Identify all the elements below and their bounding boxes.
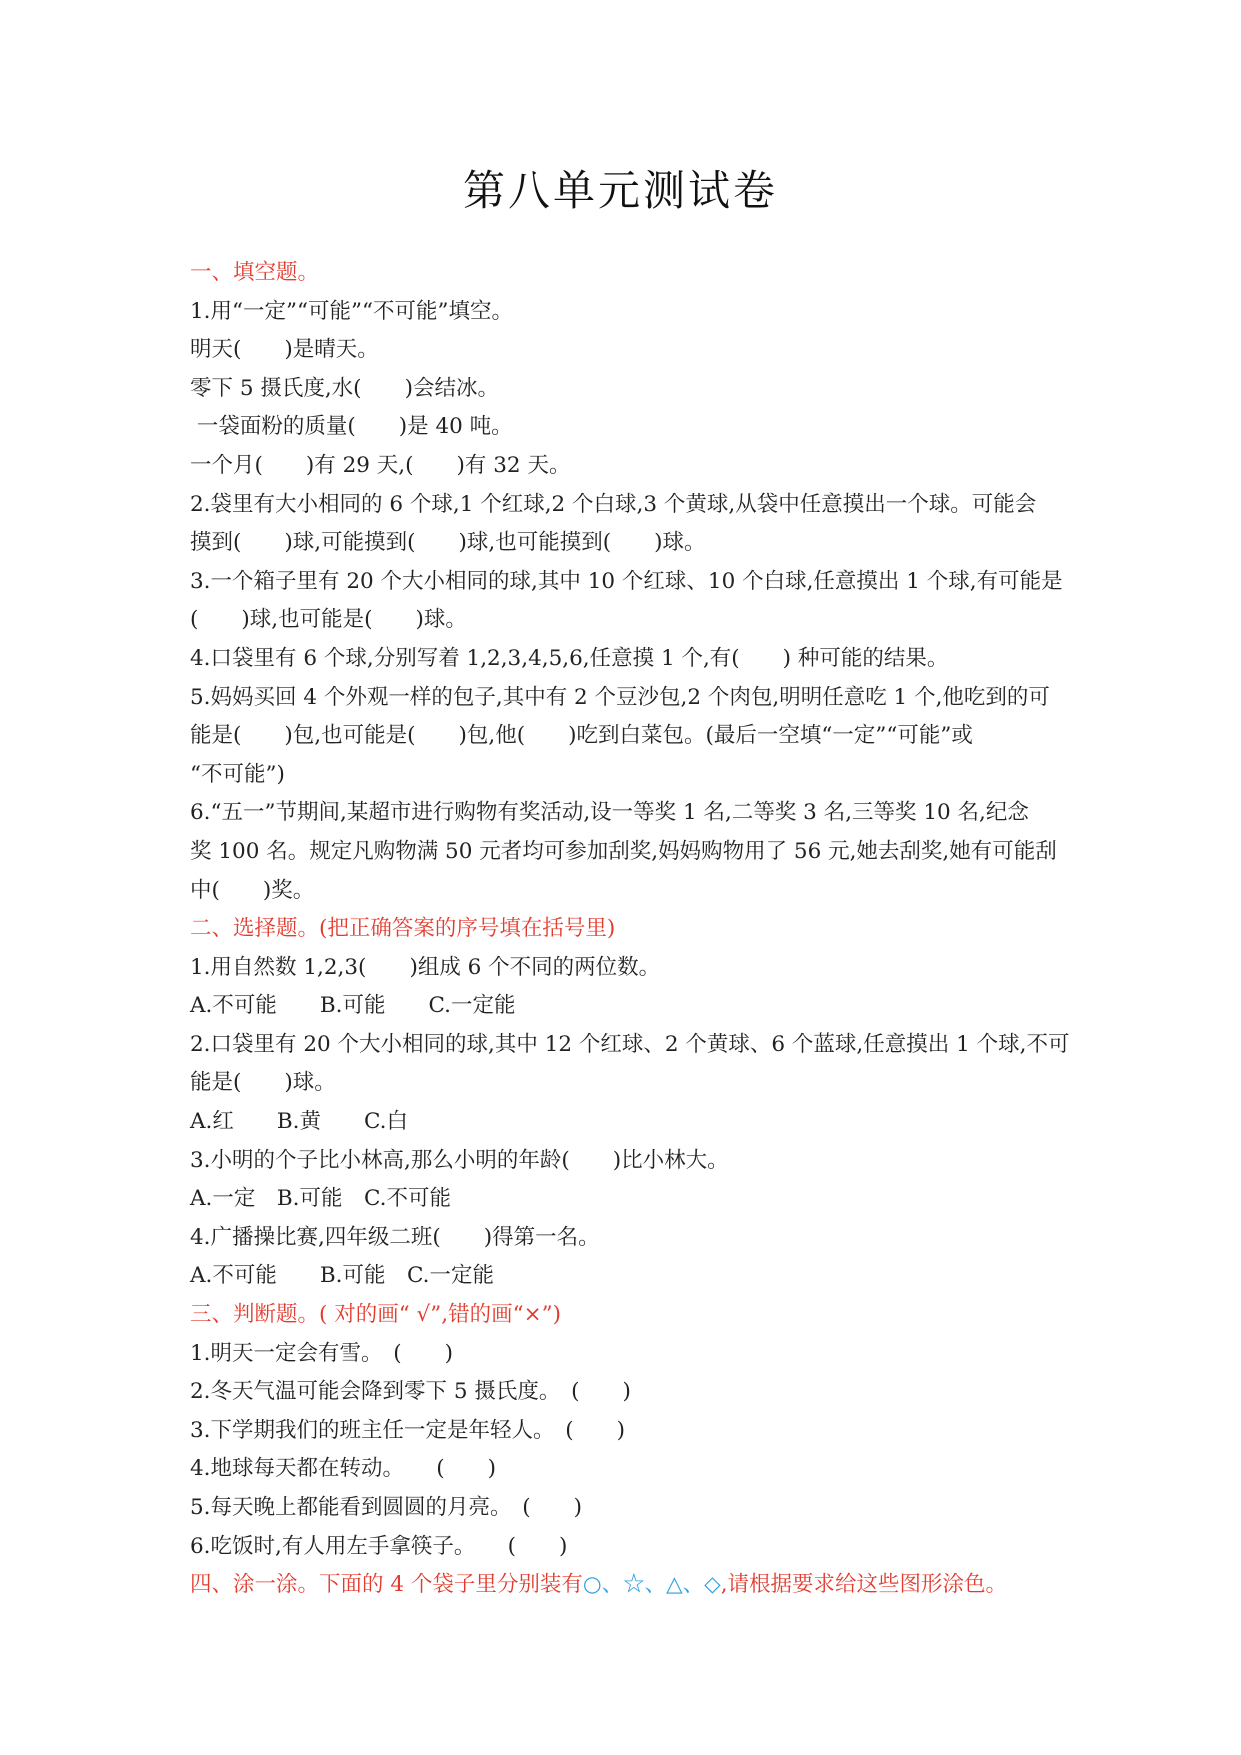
question-line: ( )球,也可能是( )球。	[190, 607, 467, 633]
question-line: 1.用“一定”“可能”“不可能”填空。	[190, 298, 513, 324]
question-line: 1.用自然数 1,2,3( )组成 6 个不同的两位数。	[190, 954, 661, 980]
question-line: “不可能”)	[190, 761, 285, 787]
question-line: A.一定 B.可能 C.不可能	[190, 1186, 452, 1212]
section-four-prefix: 四、涂一涂。下面的 4 个袋子里分别装有	[190, 1572, 583, 1598]
question-line: 3.小明的个子比小林高,那么小明的年龄( )比小林大。	[190, 1147, 729, 1173]
question-line: 明天( )是晴天。	[190, 337, 379, 363]
question-line: 中( )奖。	[190, 877, 315, 903]
question-line: 2.袋里有大小相同的 6 个球,1 个红球,2 个白球,3 个黄球,从袋中任意摸出一个球。可能会	[190, 491, 1037, 517]
question-line: 2.冬天气温可能会降到零下 5 摄氏度。 ( )	[190, 1379, 631, 1405]
section-four-suffix: ,请根据要求给这些图形涂色。	[720, 1572, 1008, 1598]
question-line: 4.地球每天都在转动。 ( )	[190, 1456, 497, 1482]
question-line: 奖 100 名。规定凡购物满 50 元者均可参加刮奖,妈妈购物用了 56 元,她去刮奖,她有可能刮	[190, 838, 1057, 864]
question-line: 4.口袋里有 6 个球,分别写着 1,2,3,4,5,6,任意摸 1 个,有( ) 种可能的结果。	[190, 645, 949, 671]
question-line: 3.一个箱子里有 20 个大小相同的球,其中 10 个红球、10 个白球,任意摸出 1 个球,有可能是	[190, 568, 1063, 594]
question-line: 零下 5 摄氏度,水( )会结冰。	[190, 375, 499, 401]
question-line: 2.口袋里有 20 个大小相同的球,其中 12 个红球、2 个黄球、6 个蓝球,任意摸出 1 个球,不可	[190, 1031, 1070, 1057]
question-line: 1.明天一定会有雪。 ( )	[190, 1340, 454, 1366]
question-line: 6.“五一”节期间,某超市进行购物有奖活动,设一等奖 1 名,二等奖 3 名,三等奖 10 名,纪念	[190, 800, 1029, 826]
question-line: 摸到( )球,可能摸到( )球,也可能摸到( )球。	[190, 530, 706, 556]
question-line: 一袋面粉的质量( )是 40 吨。	[190, 414, 513, 440]
question-line: 3.下学期我们的班主任一定是年轻人。 ( )	[190, 1417, 626, 1443]
question-line: A.红 B.黄 C.白	[190, 1109, 409, 1135]
question-line: 6.吃饭时,有人用左手拿筷子。 ( )	[190, 1533, 568, 1559]
question-line: A.不可能 B.可能 C.一定能	[190, 993, 516, 1019]
shape-symbols: ○、☆、△、◇	[582, 1572, 721, 1598]
worksheet-content	[190, 254, 1070, 1605]
question-line: 一个月( )有 29 天,( )有 32 天。	[190, 452, 571, 478]
section-heading-coloring	[190, 1566, 1070, 1605]
section-heading: 一、填空题。	[190, 260, 320, 285]
question-line: 4.广播操比赛,四年级二班( )得第一名。	[190, 1224, 600, 1250]
question-line: A.不可能 B.可能 C.一定能	[190, 1263, 495, 1289]
question-line: 5.妈妈买回 4 个外观一样的包子,其中有 2 个豆沙包,2 个肉包,明明任意吃 1 个,他吃到的可	[190, 684, 1050, 710]
section-heading: 二、选择题。(把正确答案的序号填在括号里)	[190, 916, 616, 942]
section-heading: 三、判断题。( 对的画“ √”,错的画“×”)	[190, 1302, 561, 1328]
question-line: 能是( )包,也可能是( )包,他( )吃到白菜包。(最后一空填“一定”“可能”或	[190, 723, 973, 749]
question-line: 5.每天晚上都能看到圆圆的月亮。 ( )	[190, 1495, 583, 1520]
page-title: 第八单元测试卷	[462, 166, 778, 215]
question-line: 能是( )球。	[190, 1070, 336, 1096]
question-lines	[190, 254, 1070, 1566]
